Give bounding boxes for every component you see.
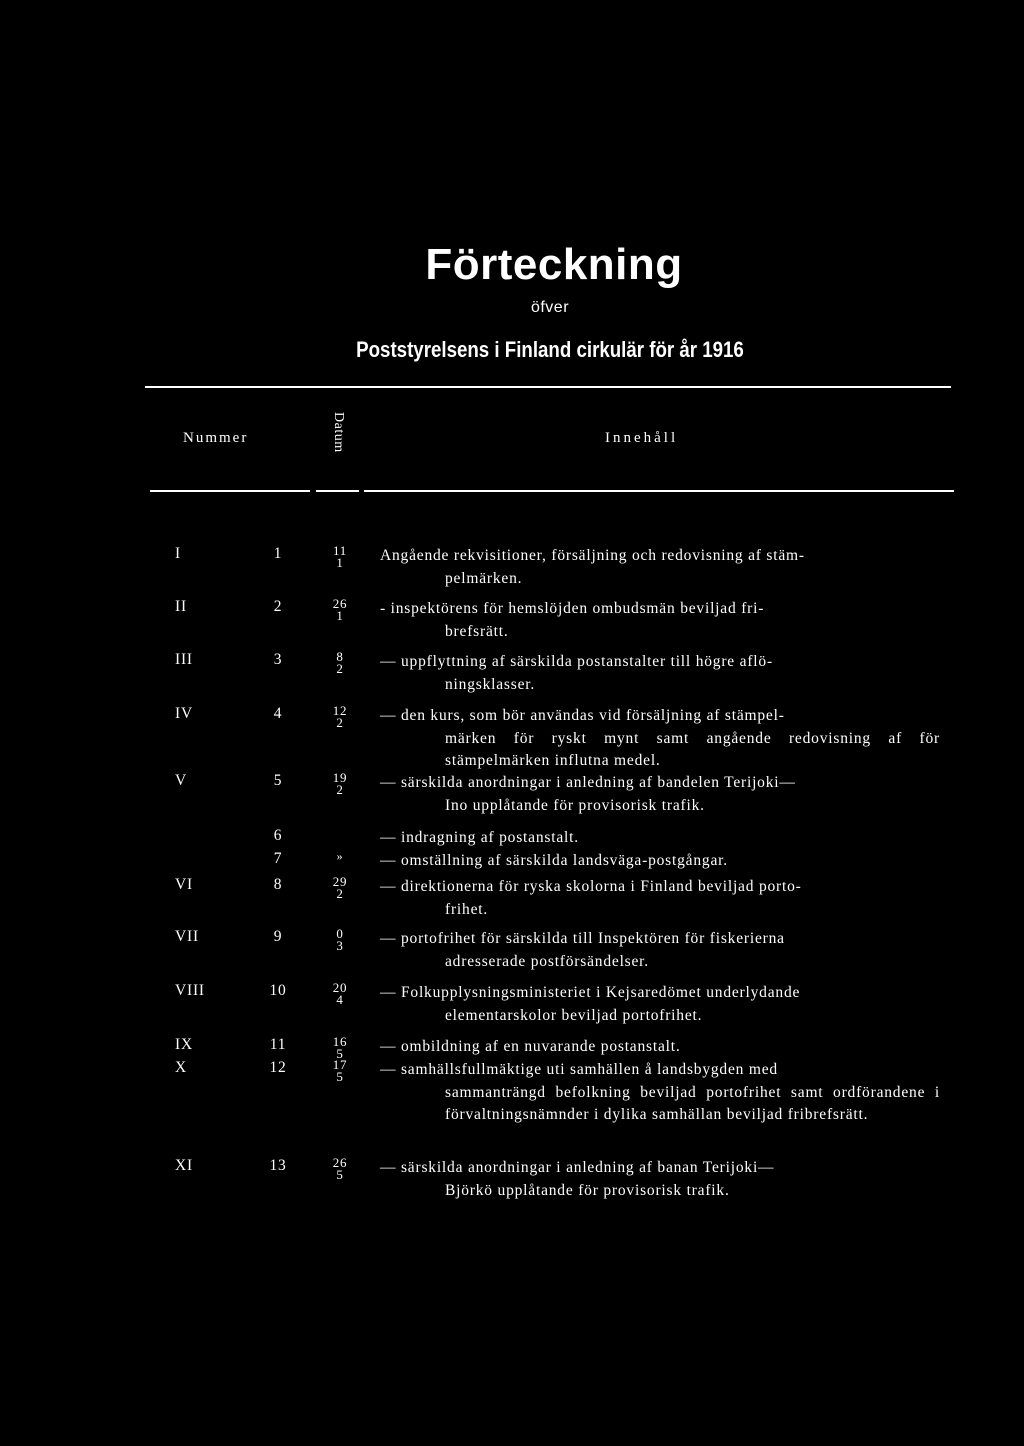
entry-text	[380, 651, 940, 696]
entry-text	[380, 850, 940, 873]
entry-date: 17 5	[332, 1057, 348, 1084]
entry-text-first-line: — ombildning af en nuvarande postanstalt.	[380, 1038, 681, 1055]
entry-date: 19 2	[332, 770, 348, 797]
header-nummer: Nummer	[183, 430, 249, 446]
entry-text-first-line: - inspektörens för hemslöjden ombudsmän beviljad fri-	[380, 600, 765, 617]
entry-roman-number: IX	[175, 1036, 193, 1053]
entry-number: 5	[273, 772, 283, 789]
entry-text-continuation: Ino upplåtande för provisorisk trafik.	[445, 796, 705, 814]
entry-text-continuation: Björkö upplåtande för provisorisk trafik.	[445, 1181, 730, 1199]
entry-text-continuation: sammanträngd befolkning beviljad portofrihet samt ordförandene i förvaltningsnämnder i dylika samhällan beviljad fribrefsrätt.	[445, 1083, 940, 1123]
entry-date: »	[336, 849, 344, 863]
entry-number: 1	[273, 545, 283, 562]
header-rule-left	[150, 490, 310, 492]
entry-date: 8 2	[336, 649, 344, 676]
subtitle-main: Poststyrelsens i Finland cirkulär för år 1916	[356, 337, 744, 362]
entry-text	[380, 876, 940, 921]
entry-roman-number: VII	[175, 928, 199, 945]
entry-text	[380, 545, 940, 590]
entry-roman-number: V	[175, 772, 187, 789]
subtitle-ofver: öfver	[530, 299, 570, 316]
entry-number: 6	[273, 827, 283, 844]
entry-text-continuation: ningsklasser.	[445, 675, 536, 693]
entry-roman-number: VIII	[175, 982, 205, 999]
entry-number: 8	[273, 876, 283, 893]
entry-text	[380, 982, 940, 1027]
entry-number: 9	[273, 928, 283, 945]
entry-text-first-line: — uppflyttning af särskilda postanstalter till högre aflö-	[380, 653, 773, 670]
entry-number: 10	[269, 982, 287, 999]
entry-text-first-line: — portofrihet för särskilda till Inspektören för fiskerierna	[380, 930, 785, 947]
header-rule-right	[364, 490, 954, 492]
entry-text-first-line: — den kurs, som bör användas vid försäljning af stämpel-	[380, 707, 785, 724]
entry-text-continuation: märken för ryskt mynt samt angående redovisning af för stämpelmärken influtna medel.	[445, 729, 940, 769]
top-rule	[145, 386, 951, 388]
entry-number: 3	[273, 651, 283, 668]
entry-text-first-line: — indragning af postanstalt.	[380, 829, 579, 846]
header-rule-mid	[316, 490, 359, 492]
entry-text-continuation: adresserade postförsändelser.	[445, 952, 649, 970]
entry-date: 12 2	[332, 703, 348, 730]
entry-date: 26 1	[332, 596, 348, 623]
entry-date: 0 3	[336, 926, 344, 953]
header-datum: Datum	[331, 412, 346, 453]
entry-text	[380, 1059, 940, 1127]
entry-number: 13	[269, 1157, 287, 1174]
entry-text-continuation: brefsrätt.	[445, 622, 509, 640]
entry-text	[380, 827, 940, 850]
entry-number: 12	[269, 1059, 287, 1076]
entry-text	[380, 705, 940, 773]
entry-roman-number: III	[175, 651, 193, 668]
entry-text	[380, 598, 940, 643]
entry-text	[380, 772, 940, 817]
entry-text	[380, 1157, 940, 1202]
entry-text-continuation: frihet.	[445, 900, 489, 918]
entry-number: 11	[269, 1036, 287, 1053]
entry-date: 11 1	[332, 543, 348, 570]
entry-text-first-line: Angående rekvisitioner, försäljning och redovisning af stäm-	[380, 547, 805, 564]
entry-roman-number: IV	[175, 705, 193, 722]
entry-roman-number: XI	[175, 1157, 193, 1174]
entry-roman-number: X	[175, 1059, 187, 1076]
entry-number: 2	[273, 598, 283, 615]
entry-text-continuation: pelmärken.	[445, 569, 523, 587]
entry-date: 26 5	[332, 1155, 348, 1182]
entry-text-first-line: — samhällsfullmäktige uti samhällen å landsbygden med	[380, 1061, 778, 1078]
entry-text-first-line: — direktionerna för ryska skolorna i Finland beviljad porto-	[380, 878, 802, 895]
header-innehall: Innehåll	[605, 430, 679, 446]
entry-text-continuation: elementarskolor beviljad portofrihet.	[445, 1006, 703, 1024]
entry-text-first-line: — särskilda anordningar i anledning af banan Terijoki—	[380, 1159, 775, 1176]
entry-roman-number: VI	[175, 876, 193, 893]
entry-text-first-line: — omställning af särskilda landsväga-postgångar.	[380, 852, 728, 869]
entry-text-first-line: — särskilda anordningar i anledning af bandelen Terijoki—	[380, 774, 796, 791]
entry-text	[380, 928, 940, 973]
entry-text-first-line: — Folkupplysningsministeriet i Kejsaredömet underlydande	[380, 984, 801, 1001]
entry-roman-number: II	[175, 598, 187, 615]
entry-date: 20 4	[332, 980, 348, 1007]
entry-text	[380, 1036, 940, 1059]
entry-number: 7	[273, 850, 283, 867]
entry-date: 16 5	[332, 1034, 348, 1061]
entry-number: 4	[273, 705, 283, 722]
entry-roman-number: I	[175, 545, 181, 562]
entry-date: 29 2	[332, 874, 348, 901]
page-title: Förteckning	[425, 240, 683, 289]
